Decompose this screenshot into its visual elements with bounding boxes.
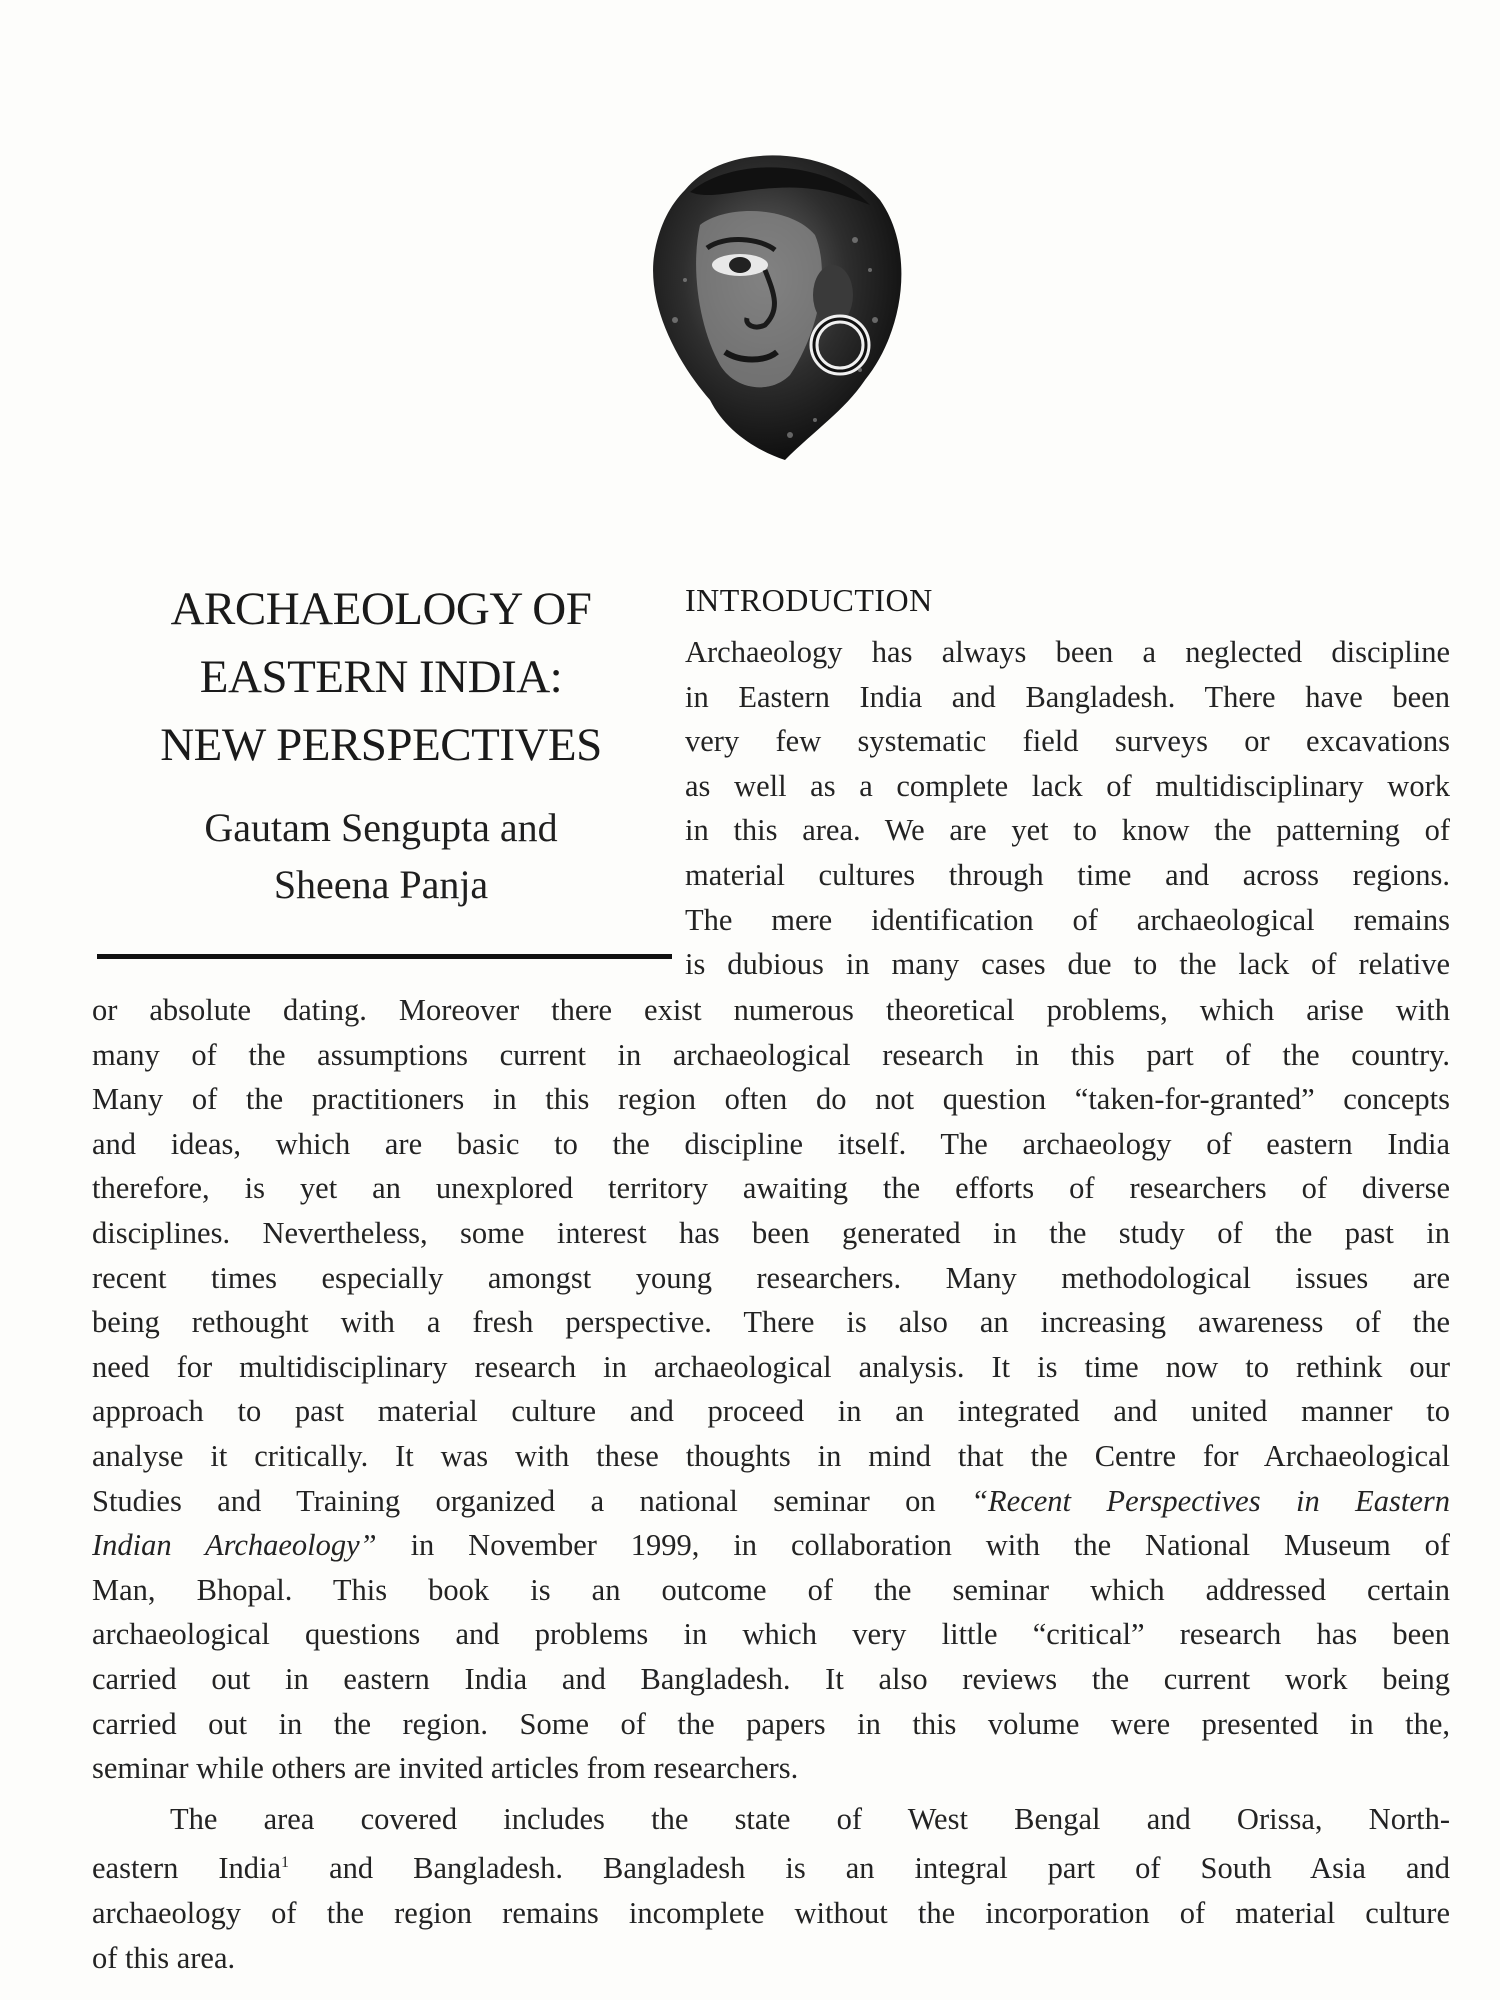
text-line: disciplines. Nevertheless, some interest has been generated in the study of the past in xyxy=(92,1215,1450,1250)
text-line: need for multidisciplinary research in archaeological analysis. It is time now to rethink our xyxy=(92,1349,1450,1384)
text-line: many of the assumptions current in archaeological research in this part of the country. xyxy=(92,1037,1450,1072)
footnote-mark: 1 xyxy=(281,1854,290,1872)
seminar-title: “Recent Perspectives in Eastern xyxy=(971,1483,1450,1518)
text-line: material cultures through time and across regions. xyxy=(685,857,1450,892)
text-line: carried out in the region. Some of the papers in this volume were presented in the, xyxy=(92,1706,1450,1741)
text-line: archaeology of the region remains incomplete without the incorporation of material culture xyxy=(92,1896,1450,1931)
authors xyxy=(96,799,666,913)
terracotta-head-figure xyxy=(615,130,915,470)
seminar-title: Indian Archaeology” xyxy=(92,1528,377,1563)
text-line: analyse it critically. It was with these thoughts in mind that the Centre for Archaeological xyxy=(92,1438,1450,1473)
text-line: archaeological questions and problems in which very little “critical” research has been xyxy=(92,1617,1450,1652)
pupil xyxy=(729,257,751,273)
text-line: approach to past material culture and proceed in an integrated and united manner to xyxy=(92,1394,1450,1429)
text-line: recent times especially amongst young researchers. Many methodological issues are xyxy=(92,1260,1450,1295)
text-line xyxy=(92,1841,1450,1891)
text-line: therefore, is yet an unexplored territory awaiting the efforts of researchers of diverse xyxy=(92,1171,1450,1206)
text-fragment: eastern India xyxy=(92,1851,282,1886)
introduction-body xyxy=(92,988,1450,1980)
book-title xyxy=(96,575,666,779)
text-line: and ideas, which are basic to the discipline itself. The archaeology of eastern India xyxy=(92,1126,1450,1161)
text-line: being rethought with a fresh perspective. There is also an increasing awareness of the xyxy=(92,1305,1450,1340)
text-line: in Eastern India and Bangladesh. There have been xyxy=(685,679,1450,714)
text-fragment: and Bangladesh. Bangladesh is an integral part of South Asia and xyxy=(329,1851,1450,1886)
text-fragment: Studies and Training organized a national seminar on xyxy=(92,1483,936,1518)
column-text xyxy=(685,630,1450,987)
terracotta-head-icon xyxy=(615,130,915,470)
text-line: very few systematic field surveys or excavations xyxy=(685,724,1450,759)
author-line: Gautam Sengupta and xyxy=(204,805,558,850)
text-fragment: in November 1999, in collaboration with the National Museum of xyxy=(410,1528,1450,1563)
text-line xyxy=(92,1479,1450,1524)
text-line: as well as a complete lack of multidisciplinary work xyxy=(685,768,1450,803)
title-block xyxy=(96,575,666,913)
title-line: EASTERN INDIA: xyxy=(199,651,563,703)
section-heading: INTRODUCTION xyxy=(685,582,933,618)
text-line: or absolute dating. Moreover there exist numerous theoretical problems, which arise with xyxy=(92,993,1450,1027)
introduction-column xyxy=(685,578,1450,987)
text-line: carried out in eastern India and Bangladesh. It also reviews the current work being xyxy=(92,1661,1450,1696)
title-rule xyxy=(97,954,672,959)
paragraph-2 xyxy=(92,1797,1450,1981)
text-line: The mere identification of archaeological remains xyxy=(685,902,1450,937)
text-line: of this area. xyxy=(92,1940,236,1975)
text-line: Archaeology has always been a neglected discipline xyxy=(685,635,1450,669)
title-line: ARCHAEOLOGY OF xyxy=(170,583,592,635)
text-line xyxy=(92,1523,1450,1568)
text-line: The area covered includes the state of West Bengal and Orissa, North- xyxy=(170,1801,1450,1836)
text-line: Many of the practitioners in this region often do not question “taken-for-granted” concepts xyxy=(92,1082,1450,1117)
text-line: Man, Bhopal. This book is an outcome of the seminar which addressed certain xyxy=(92,1572,1450,1607)
text-line: seminar while others are invited articles from researchers. xyxy=(92,1751,799,1786)
title-line: NEW PERSPECTIVES xyxy=(160,719,602,771)
text-line: is dubious in many cases due to the lack of relative xyxy=(685,947,1450,982)
author-line: Sheena Panja xyxy=(273,862,489,907)
paragraph-1 xyxy=(92,988,1450,1791)
text-line: in this area. We are yet to know the patterning of xyxy=(685,813,1450,848)
